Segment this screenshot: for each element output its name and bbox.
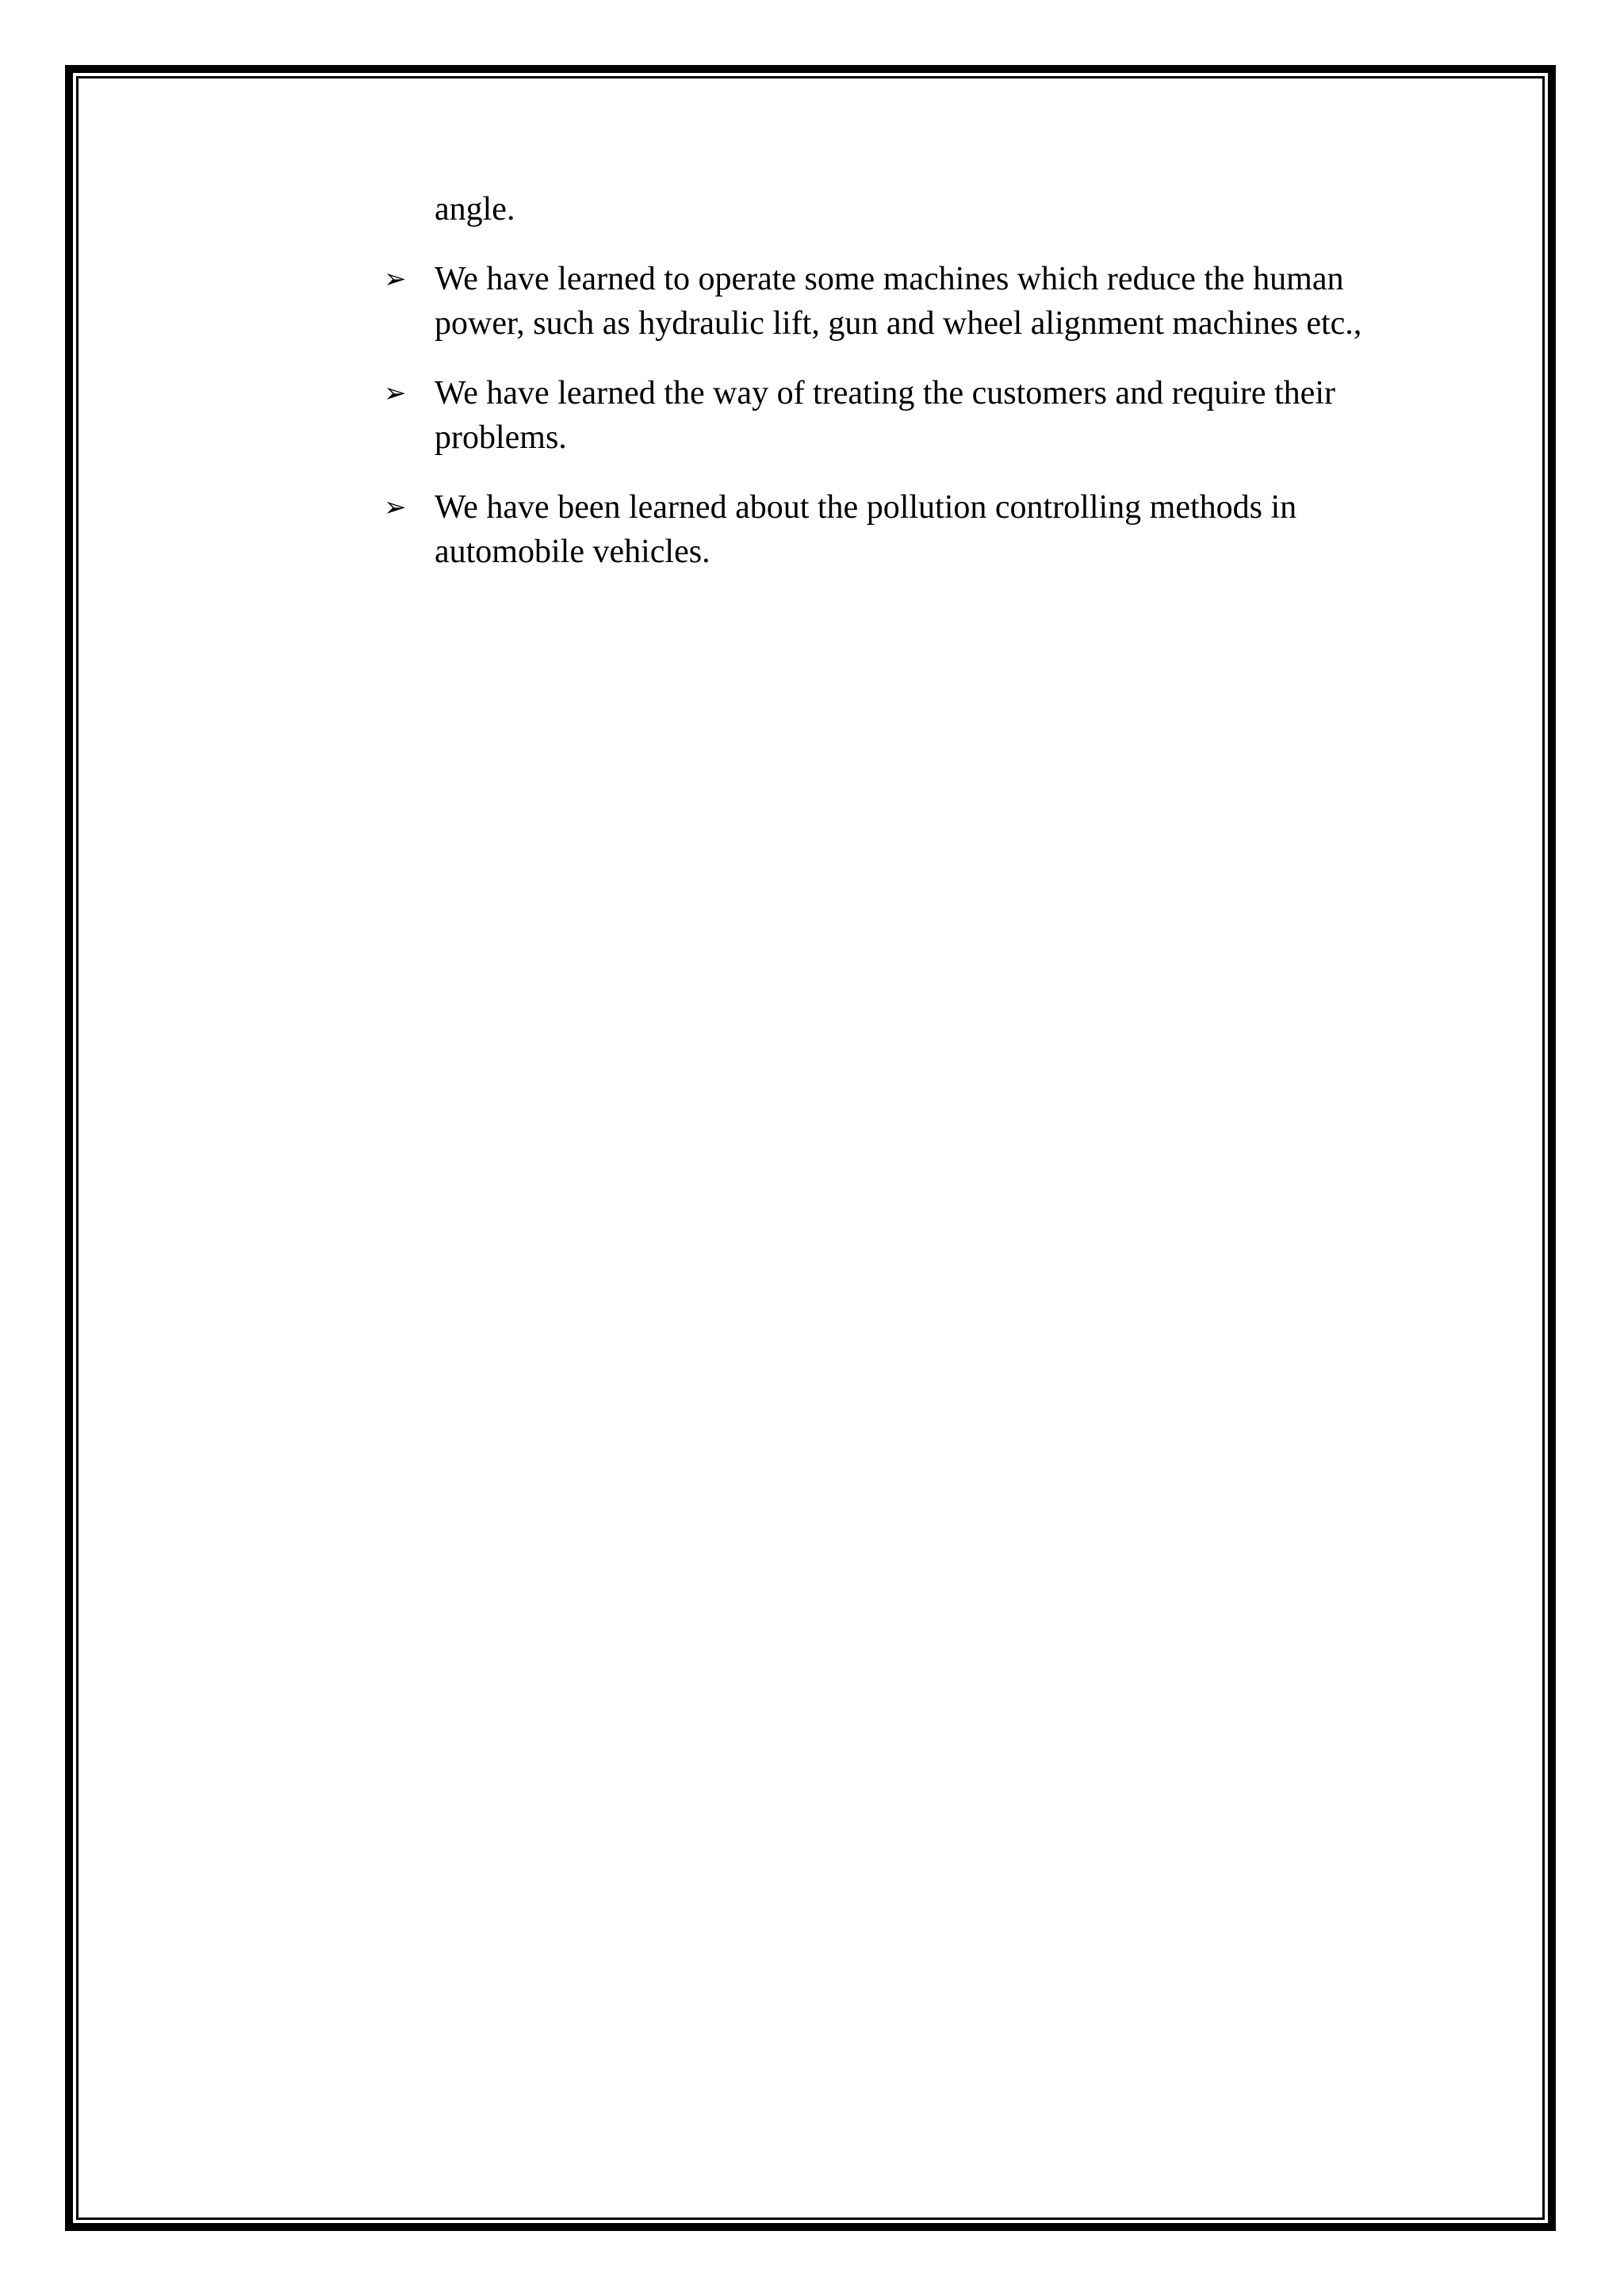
continuation-text: angle. [435,191,515,228]
list-item [379,371,1410,460]
list-item-line: We have learned to operate some machines which reduce the human [435,261,1344,297]
list-item [379,485,1410,574]
list-item [379,257,1410,346]
list-item-line: We have been learned about the pollution controlling methods in [435,489,1297,526]
bullet-list [379,257,1410,574]
document-body [379,187,1410,599]
arrow-bullet-icon: ➢ [384,377,407,409]
arrow-bullet-icon: ➢ [384,492,407,523]
list-item-line: automobile vehicles. [435,534,710,570]
list-item-line: power, such as hydraulic lift, gun and wheel alignment machines etc., [435,305,1362,342]
arrow-bullet-icon: ➢ [384,263,407,295]
list-item-line: We have learned the way of treating the customers and require their [435,375,1335,411]
list-item-line: problems. [435,419,567,456]
